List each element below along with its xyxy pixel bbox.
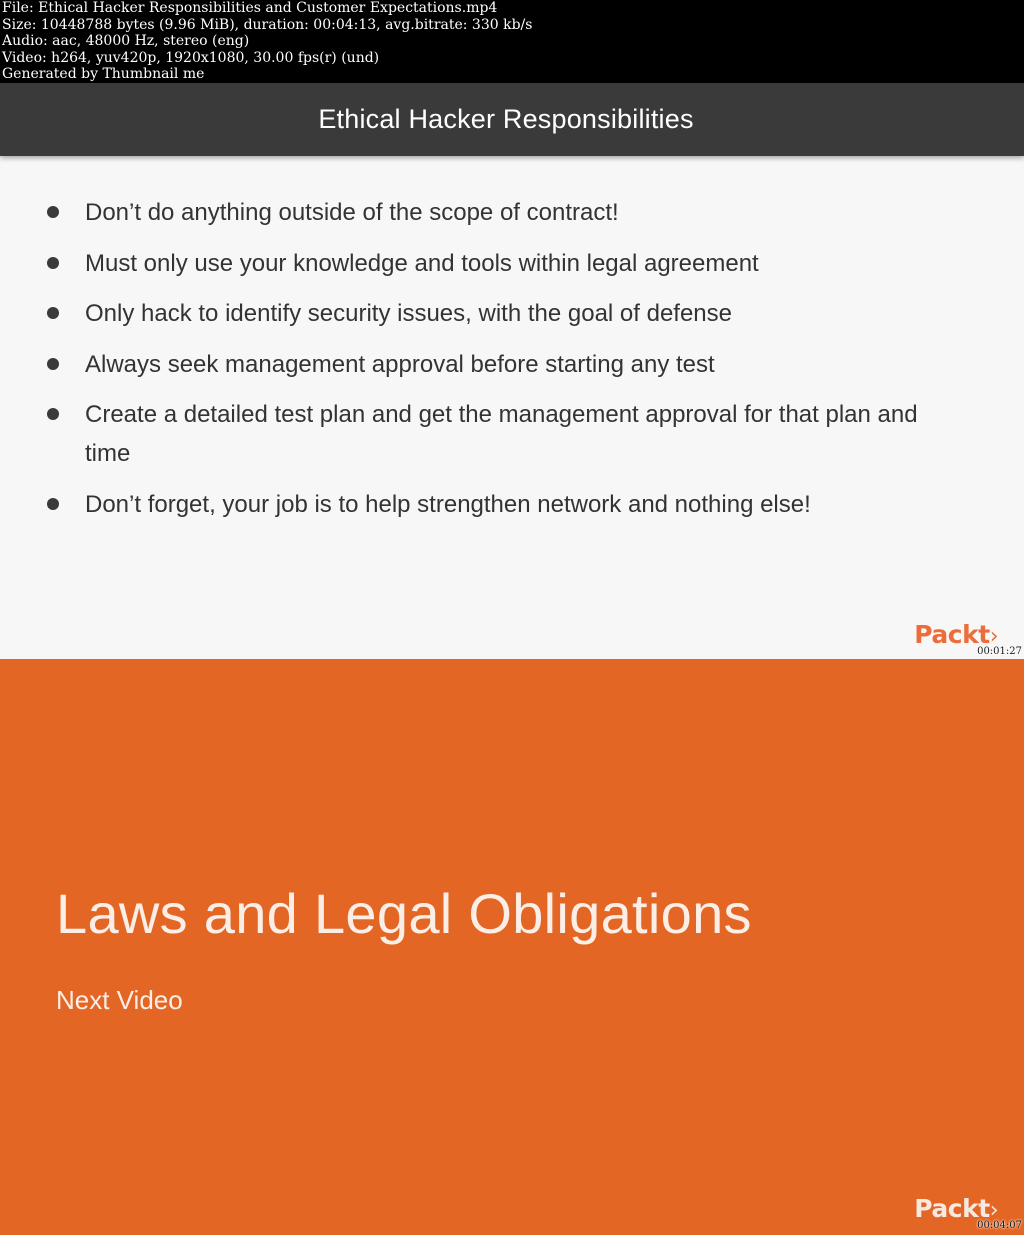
bullet-item (0, 244, 1024, 283)
packt-logo (914, 620, 998, 649)
slide-title-bar (0, 83, 1024, 156)
bullet-item (0, 193, 1024, 232)
bullet-dot-icon (47, 498, 59, 510)
next-video-title: Laws and Legal Obligations (56, 882, 752, 945)
packt-logo (914, 1194, 998, 1223)
meta-generator-line: Generated by Thumbnail me (2, 66, 205, 83)
bullet-text: Don’t forget, your job is to help strengthen network and nothing else! (85, 490, 811, 518)
meta-size-line: Size: 10448788 bytes (9.96 MiB), duration: 00:04:13, avg.bitrate: 330 kb/s (2, 16, 533, 33)
meta-file-line: File: Ethical Hacker Responsibilities and Customer Expectations.mp4 (2, 0, 498, 16)
bullet-dot-icon (47, 358, 59, 370)
meta-video-line: Video: h264, yuv420p, 1920x1080, 30.00 fps(r) (und) (2, 49, 380, 66)
slide-title: Ethical Hacker Responsibilities (318, 104, 694, 134)
slide-thumbnail-1 (0, 83, 1024, 659)
bullet-item (0, 345, 1024, 384)
next-video-label: Next Video (56, 985, 183, 1015)
bullet-text: Don’t do anything outside of the scope of contract! (85, 199, 619, 226)
bullet-dot-icon (47, 307, 59, 319)
frame-timestamp: 00:01:27 (977, 646, 1022, 657)
bullet-item (0, 294, 1024, 333)
bullet-text: Only hack to identify security issues, with the goal of defense (85, 300, 733, 327)
video-metadata (0, 0, 1024, 83)
packt-logo-text: Packt (914, 1194, 990, 1223)
packt-logo-arrow: › (989, 1198, 998, 1223)
bullet-item (0, 395, 1024, 473)
bullet-dot-icon (47, 408, 59, 420)
bullet-dot-icon (47, 257, 59, 269)
bullet-text: Must only use your knowledge and tools within legal agreement (85, 249, 759, 277)
packt-logo-text: Packt (914, 620, 990, 649)
frame-timestamp: 00:04:07 (977, 1220, 1022, 1231)
bullet-list (0, 193, 1024, 535)
bullet-text: Create a detailed test plan and get the management approval for that plan and time (85, 401, 918, 467)
packt-logo-arrow: › (989, 624, 998, 649)
bullet-text: Always seek management approval before starting any test (85, 350, 715, 378)
bullet-dot-icon (47, 206, 59, 218)
meta-audio-line: Audio: aac, 48000 Hz, stereo (eng) (2, 33, 250, 50)
bullet-item (0, 485, 1024, 524)
slide-thumbnail-2 (0, 659, 1024, 1235)
